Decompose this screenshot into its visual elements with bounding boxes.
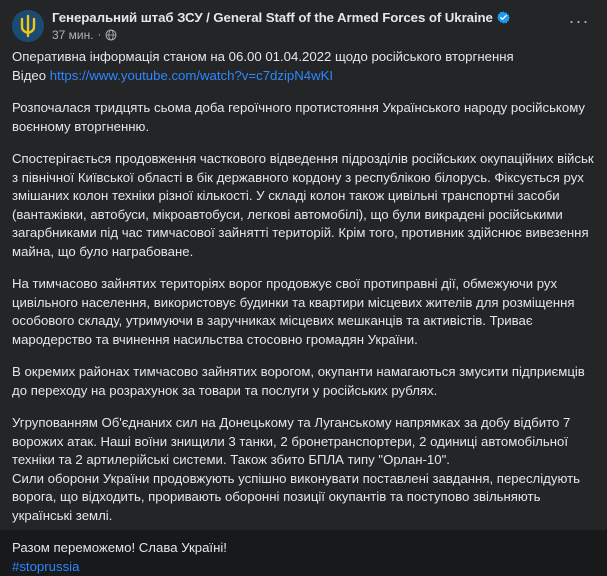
post-paragraph (12, 275, 595, 349)
post-paragraph (12, 363, 595, 400)
post-hashtag[interactable]: #stoprussia (12, 558, 80, 574)
post-paragraph (12, 99, 595, 136)
post-meta (52, 28, 595, 42)
post-options-button[interactable]: ··· (568, 11, 590, 31)
post-body (0, 46, 607, 576)
post-link[interactable]: https://www.youtube.com/watch?v=c7dzipN4wKI (49, 67, 334, 83)
post-author-block (52, 10, 595, 42)
post-text-run: На тимчасово зайнятих територіях ворог продовжує свої протиправні дії, обмежуючи рух цивільного населення, використовує будинки та квартири місцевих жителів для розміщення особового складу, утримуючи в заручниках місцевих мешканців та активістів. Триває мародерство та вчинення насильства стосовно громадян України. (12, 276, 575, 347)
post-text-run: Сили оборони України продовжують успішно виконувати поставлені завдання, переслідують ворога, що відходить, проривають оборонні позиції окупантів та поступово звільняють українські землі. (12, 470, 580, 523)
author-name[interactable]: Генеральний штаб ЗСУ / General Staff of the Armed Forces of Ukraine (52, 10, 493, 25)
author-name-row (52, 10, 595, 25)
post-text-run: Разом переможемо! Слава Україні! (12, 540, 227, 555)
post-text (12, 48, 595, 576)
post-text-run: Відео (12, 67, 50, 83)
post-text-run: Розпочалася тридцять сьома доба героїчного протистояння Українського народу російському воєнному вторгненню. (12, 100, 585, 134)
verified-badge-icon (497, 11, 510, 24)
post-text-run: Угрупованням Об'єднаних сил на Донецькому та Луганському напрямках за добу відбито 7 ворожих атак. Наші воїни знищили 3 танки, 2 бронетранспортери, 2 одиниці автомобільної техніки та 2 артилерійські системи. Також збито БПЛА типу "Орлан-10". (12, 415, 571, 467)
post-text-run: В окремих районах тимчасово зайнятих ворогом, окупанти намагаються змусити підприємців до переходу на розрахунок за товари та послуги у російських рублях. (12, 364, 585, 398)
post-timestamp[interactable]: 37 мин. (52, 28, 94, 42)
post-paragraph (12, 539, 595, 576)
post-paragraph (12, 414, 595, 525)
avatar[interactable] (12, 10, 44, 42)
post-text-run: Спостерігається продовження часткового відведення підрозділів російських окупаційних військ з північної Київської області в бік державного кордону з республікою білорусь. Фіксується рух змішаних колон техніки різної кількості. У складі колон також цивільні транспортні засоби (вантажівки, автобуси, мікроавтобуси, легкові автомобілі), що були викрадені російськими загарбниками під час тимчасової зайнятті територій. Крім того, противник здійснює вивезення майна, що було награбоване. (12, 151, 594, 259)
post-paragraph (12, 48, 595, 85)
globe-icon (105, 29, 117, 41)
meta-separator: · (97, 29, 102, 41)
post-paragraph (12, 150, 595, 261)
post-header (0, 0, 607, 46)
post-text-run: Оперативна інформація станом на 06.00 01.04.2022 щодо російського вторгнення (12, 49, 514, 64)
trident-emblem-icon (12, 10, 44, 42)
